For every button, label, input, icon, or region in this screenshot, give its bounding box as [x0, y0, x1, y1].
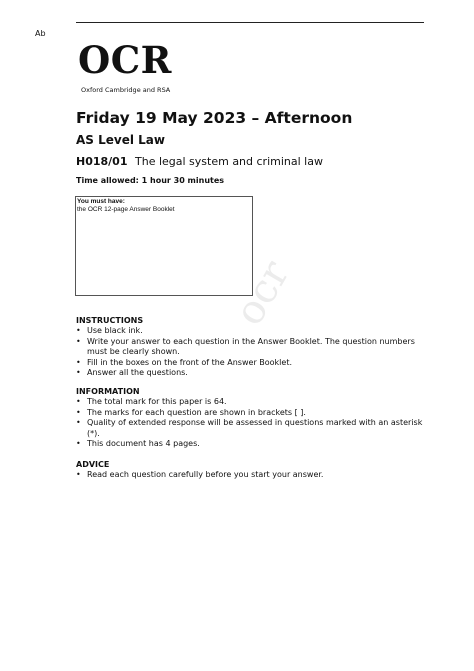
you-must-have-title: You must have:	[77, 198, 125, 205]
instruction-item: • Use black ink.	[76, 326, 436, 337]
exam-date: Friday 19 May 2023 – Afternoon	[76, 109, 353, 127]
instructions-heading: INSTRUCTIONS	[76, 316, 144, 325]
instructions-section	[76, 316, 436, 379]
instruction-item: • Fill in the boxes on the front of the Answer Booklet.	[76, 358, 436, 369]
you-must-have-item: the OCR 12-page Answer Booklet	[77, 205, 175, 213]
paper-line	[76, 155, 323, 168]
you-must-have-box	[75, 196, 253, 296]
logo-tagline: Oxford Cambridge and RSA	[81, 86, 171, 94]
instruction-item: • Write your answer to each question in the Answer Booklet. The question numbers must be clearly shown.	[76, 337, 436, 358]
instruction-item: • Answer all the questions.	[76, 368, 436, 379]
corner-label: Ab	[35, 29, 46, 38]
information-item: • Quality of extended response will be assessed in questions marked with an asterisk (*).	[76, 418, 436, 439]
time-allowed: Time allowed: 1 hour 30 minutes	[76, 176, 225, 185]
advice-item: • Read each question carefully before you start your answer.	[76, 470, 436, 481]
information-item: • The marks for each question are shown in brackets [ ].	[76, 408, 436, 419]
exam-level: AS Level Law	[76, 133, 165, 147]
paper-code: H018/01	[76, 155, 128, 168]
information-item: • The total mark for this paper is 64.	[76, 397, 436, 408]
ocr-logo: OCR	[78, 38, 172, 82]
paper-title: The legal system and criminal law	[135, 155, 323, 168]
top-rule	[76, 22, 424, 23]
advice-section	[76, 460, 436, 481]
information-heading: INFORMATION	[76, 387, 140, 396]
advice-heading: ADVICE	[76, 460, 110, 469]
watermark: ocr	[226, 253, 299, 333]
information-section	[76, 387, 436, 450]
information-item: • This document has 4 pages.	[76, 439, 436, 450]
